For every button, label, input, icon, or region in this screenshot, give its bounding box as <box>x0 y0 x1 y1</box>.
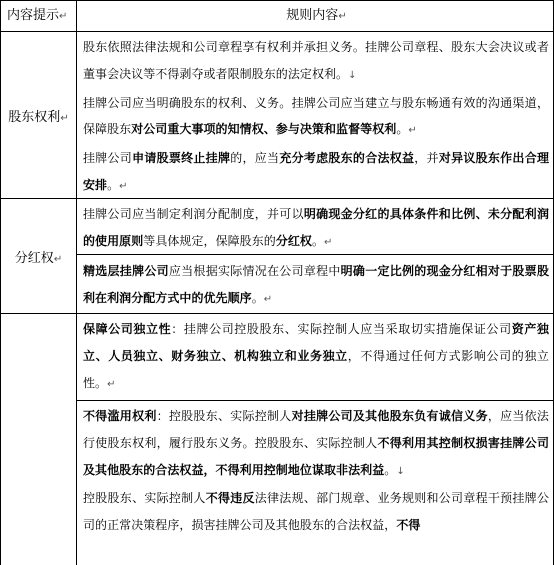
body-text: 等具体规定，保障股东的 <box>143 233 276 248</box>
section-label-text: 股东权利 <box>8 109 61 125</box>
rule-paragraph <box>83 34 549 90</box>
inner-divider <box>77 400 554 401</box>
body-text: ，不得通过任何方式影响公司的独立性。 <box>83 348 549 390</box>
emphasis-text: 不得滥用权利 <box>83 409 157 423</box>
emphasis-text: 分红权 <box>275 233 312 248</box>
section-content-no-abuse-of-rights <box>83 403 549 565</box>
paragraph-mark: ↵ <box>324 236 333 248</box>
body-text: 控股股东、实际控制人 <box>83 491 206 506</box>
inner-divider <box>77 254 554 255</box>
header-col2 <box>80 1 553 31</box>
section-content-independence <box>83 316 549 400</box>
table-border-left <box>0 0 1 565</box>
body-text: ：挂牌公司控股股东、实际控制人应当采取切实措施保证公司 <box>171 322 512 336</box>
paragraph-mark: ↵ <box>338 11 347 22</box>
rule-paragraph <box>83 258 549 312</box>
body-text: 。 <box>251 290 264 305</box>
row-divider <box>0 313 554 314</box>
body-text: ，应当依法行使股东权利，履行股东义务。控股股东、实际控制人 <box>83 409 549 450</box>
section-label-text: 分红权 <box>14 250 54 266</box>
emphasis-text: 充分考虑股东的合法权益 <box>279 151 415 166</box>
header-col2-label: 规则内容 <box>286 8 339 23</box>
emphasis-text: 不得利用其控制权损害挂牌公司及其他股东的合法权益，不得利用控制地位谋取非法利益 <box>83 435 549 477</box>
section-content-shareholder-rights <box>83 34 549 196</box>
body-text: 挂牌公司应当制定利润分配制度，并可以 <box>83 207 304 221</box>
emphasis-text: 对异议股东作出合理安排 <box>83 151 549 192</box>
rule-paragraph <box>83 403 549 485</box>
paragraph-mark: ↵ <box>107 378 116 390</box>
paragraph-mark: ↵ <box>408 125 417 137</box>
body-text: 挂牌公司应当明确股东的权利、义务。挂牌公司应当建立与股东畅通有效的沟通渠道，保障股东 <box>83 95 549 137</box>
emphasis-text: 明确现金分红的具体条件和比例、未分配利润的使用原则 <box>83 207 549 248</box>
body-text: 应当根据实际情况在公司章程中 <box>168 264 341 278</box>
body-text: 。 <box>311 233 325 248</box>
emphasis-text: 明确一定比例的现金分红相对于股票股利在利润分配方式中的优先顺序 <box>83 264 549 305</box>
body-text: 法律法规、部门规章、业务规则和公司章程干预挂牌公司的正常决策程序，损害挂牌公司及其他股东的合法权益， <box>83 491 549 533</box>
paragraph-mark: ↵ <box>263 293 273 305</box>
section-content-select-layer-dividend <box>83 258 549 312</box>
body-text: ：控股股东、实际控制人 <box>156 409 292 423</box>
body-text: 的，应当 <box>230 151 280 166</box>
section-label-dividend-right <box>1 199 76 313</box>
header-col1 <box>1 1 79 31</box>
emphasis-text: 不得违反 <box>205 491 255 506</box>
paragraph-mark: ↵ <box>119 180 128 192</box>
section-label-shareholder-rights <box>1 32 76 198</box>
body-text: 股东依照法律法规和公司章程享有权利并承担义务。挂牌公司章程、股东大会决议或者董事会决议等不得剥夺或者限制股东的法定权利。 <box>83 40 549 81</box>
body-text: 。 <box>384 462 397 477</box>
column-divider <box>76 0 77 565</box>
paragraph-mark: ↓ <box>396 465 405 477</box>
emphasis-text: 资产独立、人员独立、财务独立、机构独立和业务独立 <box>83 322 549 363</box>
rule-paragraph <box>83 145 549 196</box>
row-divider <box>0 198 554 199</box>
rule-paragraph <box>83 485 549 539</box>
paragraph-mark: ↵ <box>53 253 63 265</box>
paragraph-mark: ↓ <box>348 69 357 81</box>
paragraph-mark: ↵ <box>60 112 69 124</box>
body-text: 。 <box>107 177 120 192</box>
emphasis-text: 不得 <box>396 518 421 533</box>
rule-paragraph <box>83 90 549 146</box>
emphasis-text: 对公司重大事项的知情权、参与决策和监督等权利 <box>131 122 397 137</box>
body-text: ，并 <box>414 151 439 166</box>
header-divider <box>0 31 554 32</box>
paragraph-mark: ↵ <box>59 11 68 22</box>
body-text: 挂牌公司 <box>83 151 133 166</box>
body-text: 。 <box>396 122 409 137</box>
section-content-dividend-policy <box>83 201 549 253</box>
emphasis-text: 精选层挂牌公司 <box>83 264 169 278</box>
rule-paragraph <box>83 316 549 398</box>
section-label-controlling-shareholder <box>1 314 76 564</box>
emphasis-text: 保障公司独立性 <box>83 322 172 336</box>
emphasis-text: 对挂牌公司及其他股东负有诚信义务 <box>291 409 488 423</box>
rule-paragraph <box>83 201 549 253</box>
table-border-top <box>0 0 554 1</box>
header-col1-label: 内容提示 <box>7 8 60 23</box>
emphasis-text: 申请股票终止挂牌 <box>132 151 231 166</box>
